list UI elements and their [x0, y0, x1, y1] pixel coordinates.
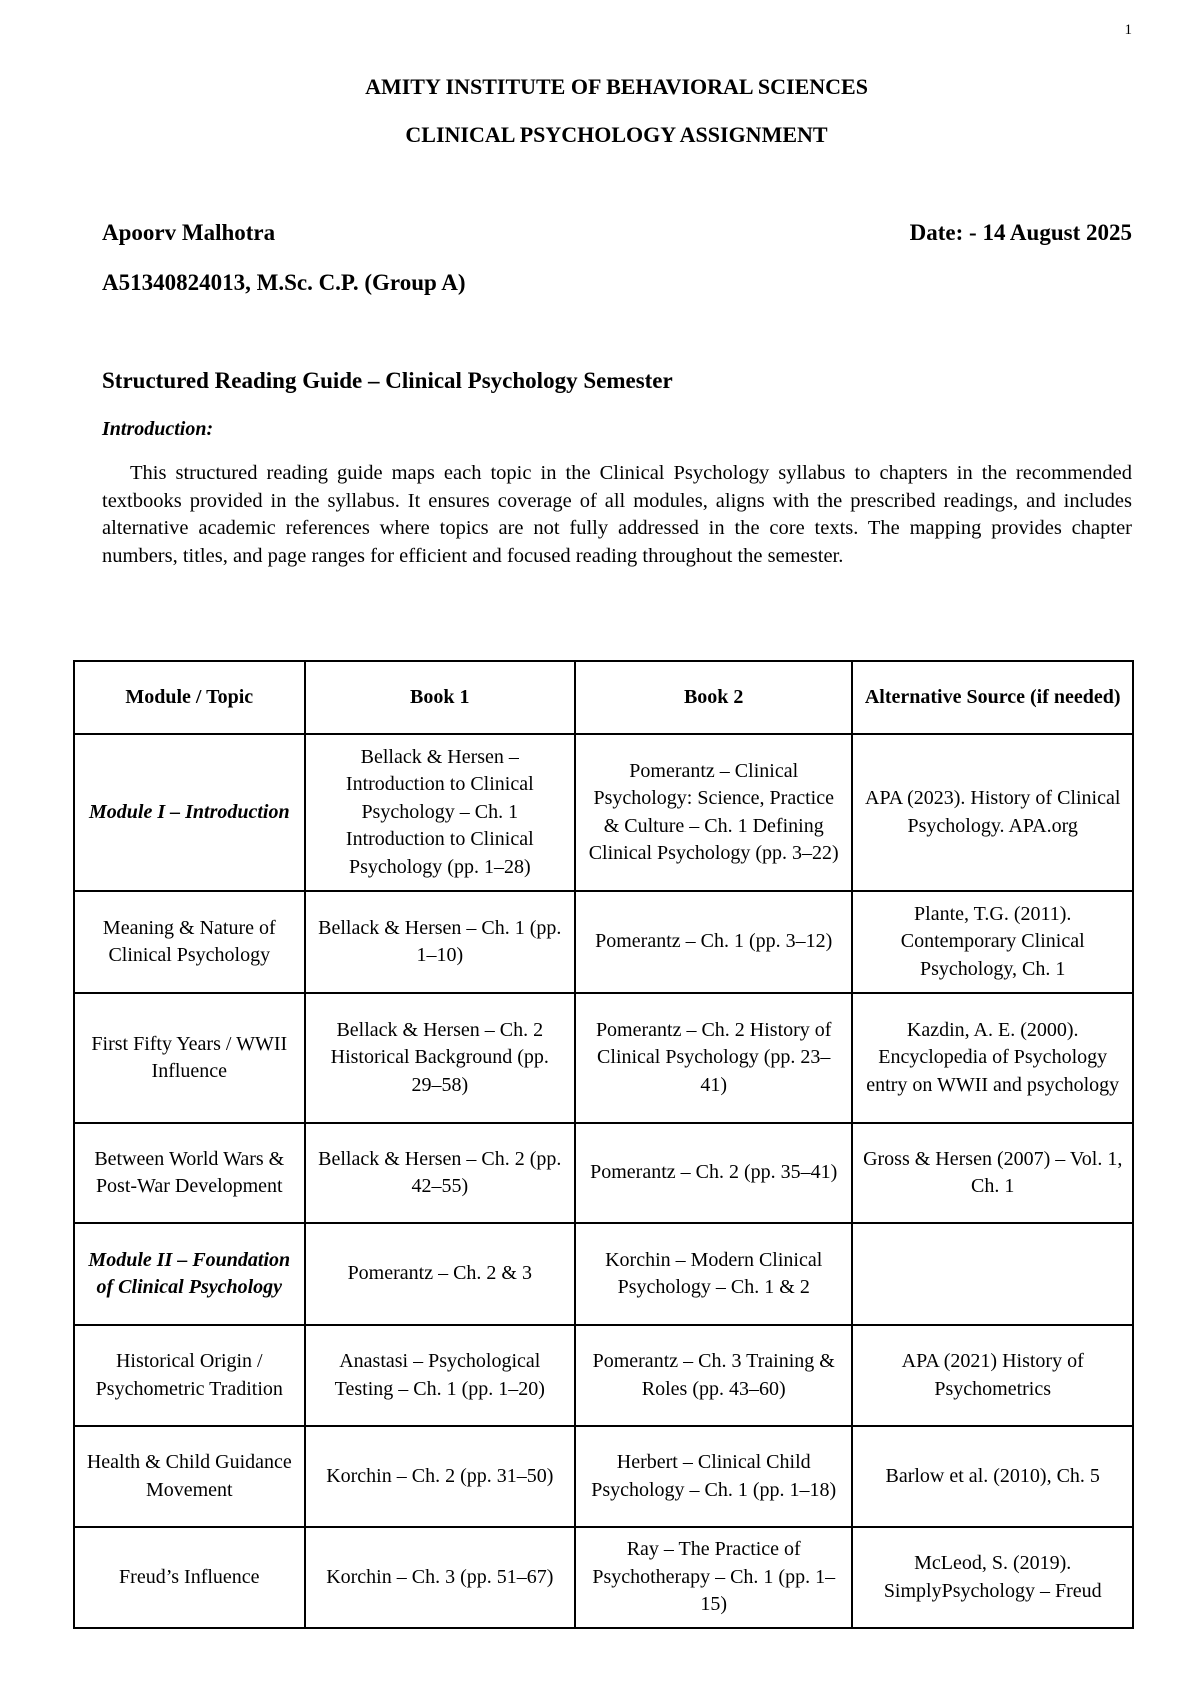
header-book-2: Book 2	[575, 661, 852, 734]
topic-cell: Meaning & Nature of Clinical Psychology	[74, 891, 305, 993]
alt-source-cell	[852, 1223, 1133, 1325]
student-name: Apoorv Malhotra	[102, 220, 276, 245]
alt-source-cell: Gross & Hersen (2007) – Vol. 1, Ch. 1	[852, 1123, 1133, 1223]
header-alternative-source: Alternative Source (if needed)	[852, 661, 1133, 734]
topic-cell: Module II – Foundation of Clinical Psychology	[74, 1223, 305, 1325]
alt-source-cell: APA (2023). History of Clinical Psychology. APA.org	[852, 734, 1133, 891]
alt-source-cell: Plante, T.G. (2011). Contemporary Clinical Psychology, Ch. 1	[852, 891, 1133, 993]
topic-cell: Health & Child Guidance Movement	[74, 1426, 305, 1527]
book2-cell: Pomerantz – Ch. 2 History of Clinical Psychology (pp. 23–41)	[575, 993, 852, 1123]
alt-source-cell: McLeod, S. (2019). SimplyPsychology – Freud	[852, 1527, 1133, 1628]
book2-cell: Korchin – Modern Clinical Psychology – Ch. 1 & 2	[575, 1223, 852, 1325]
table-row	[74, 1325, 1133, 1426]
table-row	[74, 1426, 1133, 1527]
header-module-topic: Module / Topic	[74, 661, 305, 734]
book1-cell: Bellack & Hersen – Ch. 2 Historical Background (pp. 29–58)	[305, 993, 575, 1123]
intro-heading: Introduction:	[102, 418, 214, 440]
intro-paragraph: This structured reading guide maps each topic in the Clinical Psychology syllabus to chapters in the recommended textbooks provided in the syllabus. It ensures coverage of all modules, aligns with the prescribed readings, and includes alternative academic references where topics are not fully addressed in the core texts. The mapping provides chapter numbers, titles, and page ranges for efficient and focused reading throughout the semester.	[102, 462, 1132, 567]
topic-cell: First Fifty Years / WWII Influence	[74, 993, 305, 1123]
book1-cell: Pomerantz – Ch. 2 & 3	[305, 1223, 575, 1325]
book1-cell: Bellack & Hersen – Introduction to Clinical Psychology – Ch. 1 Introduction to Clinical Psychology (pp. 1–28)	[305, 734, 575, 891]
table-row	[74, 734, 1133, 891]
enrollment-info: A51340824013, M.Sc. C.P. (Group A)	[102, 270, 466, 295]
table-row	[74, 891, 1133, 993]
book2-cell: Herbert – Clinical Child Psychology – Ch. 1 (pp. 1–18)	[575, 1426, 852, 1527]
book2-cell: Pomerantz – Ch. 3 Training & Roles (pp. 43–60)	[575, 1325, 852, 1426]
book1-cell: Korchin – Ch. 3 (pp. 51–67)	[305, 1527, 575, 1628]
assignment-title: CLINICAL PSYCHOLOGY ASSIGNMENT	[405, 122, 828, 147]
table-header-row	[74, 661, 1133, 734]
header-book-1: Book 1	[305, 661, 575, 734]
book2-cell: Ray – The Practice of Psychotherapy – Ch. 1 (pp. 1–15)	[575, 1527, 852, 1628]
submission-date: Date: - 14 August 2025	[909, 220, 1132, 245]
table-row	[74, 993, 1133, 1123]
alt-source-cell: Barlow et al. (2010), Ch. 5	[852, 1426, 1133, 1527]
book2-cell: Pomerantz – Ch. 2 (pp. 35–41)	[575, 1123, 852, 1223]
institute-title: AMITY INSTITUTE OF BEHAVIORAL SCIENCES	[365, 74, 868, 99]
guide-title: Structured Reading Guide – Clinical Psychology Semester	[102, 368, 673, 393]
topic-cell: Historical Origin / Psychometric Tradition	[74, 1325, 305, 1426]
page-number: 1	[1124, 22, 1132, 38]
table-row	[74, 1527, 1133, 1628]
book2-cell: Pomerantz – Ch. 1 (pp. 3–12)	[575, 891, 852, 993]
book1-cell: Bellack & Hersen – Ch. 2 (pp. 42–55)	[305, 1123, 575, 1223]
topic-cell: Between World Wars & Post-War Development	[74, 1123, 305, 1223]
reading-guide-table	[73, 660, 1134, 1629]
book1-cell: Korchin – Ch. 2 (pp. 31–50)	[305, 1426, 575, 1527]
topic-cell: Module I – Introduction	[74, 734, 305, 891]
topic-cell: Freud’s Influence	[74, 1527, 305, 1628]
alt-source-cell: APA (2021) History of Psychometrics	[852, 1325, 1133, 1426]
book1-cell: Bellack & Hersen – Ch. 1 (pp. 1–10)	[305, 891, 575, 993]
alt-source-cell: Kazdin, A. E. (2000). Encyclopedia of Psychology entry on WWII and psychology	[852, 993, 1133, 1123]
table-row	[74, 1223, 1133, 1325]
book1-cell: Anastasi – Psychological Testing – Ch. 1 (pp. 1–20)	[305, 1325, 575, 1426]
table-row	[74, 1123, 1133, 1223]
book2-cell: Pomerantz – Clinical Psychology: Science, Practice & Culture – Ch. 1 Defining Clinical Psychology (pp. 3–22)	[575, 734, 852, 891]
